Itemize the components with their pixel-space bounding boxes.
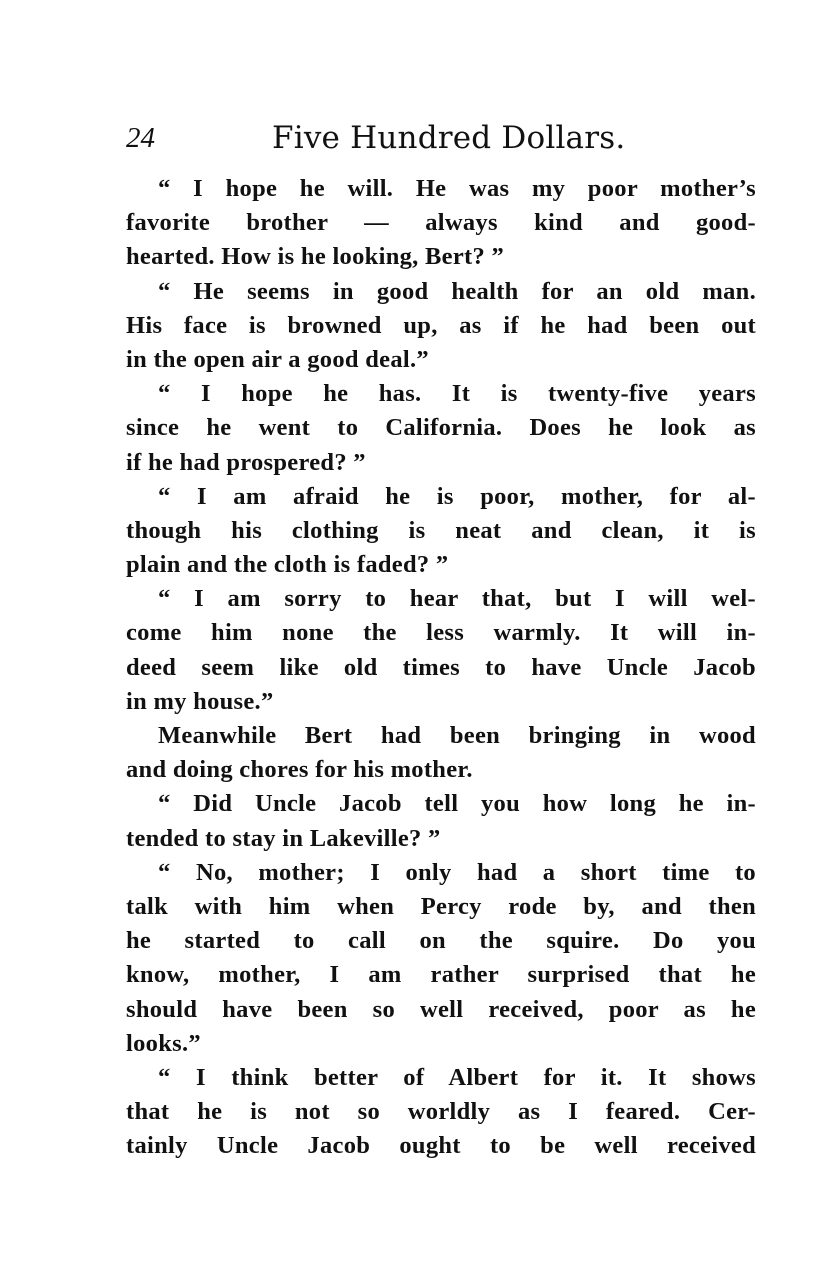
text-line: talk with him when Percy rode by, and then <box>126 892 756 920</box>
text-line: if he had prospered? ” <box>126 448 366 476</box>
text-line: His face is browned up, as if he had been out <box>126 311 756 339</box>
text-line: in the open air a good deal.” <box>126 345 429 373</box>
text-line: “ Did Uncle Jacob tell you how long he in- <box>158 790 756 818</box>
text-line: he started to call on the squire. Do you <box>126 927 756 955</box>
text-line: though his clothing is neat and clean, it is <box>126 516 756 544</box>
text-line: tended to stay in Lakeville? ” <box>126 824 441 852</box>
text-line: hearted. How is he looking, Bert? ” <box>126 243 504 271</box>
text-line: that he is not so worldly as I feared. Cer- <box>126 1098 756 1126</box>
page-number: 24 <box>126 122 155 154</box>
text-line: “ He seems in good health for an old man. <box>158 277 756 305</box>
body-text <box>126 172 756 1163</box>
text-line: tainly Uncle Jacob ought to be well received <box>126 1132 756 1160</box>
text-line: favorite brother — always kind and good- <box>126 209 756 237</box>
text-line: “ I am sorry to hear that, but I will wel- <box>158 585 756 613</box>
text-line: come him none the less warmly. It will in- <box>126 619 756 647</box>
text-line: looks.” <box>126 1029 201 1057</box>
text-line: deed seem like old times to have Uncle Jacob <box>126 653 756 681</box>
text-line: and doing chores for his mother. <box>126 756 473 784</box>
text-line: plain and the cloth is faded? ” <box>126 551 449 579</box>
text-line: “ I hope he has. It is twenty-five years <box>158 380 756 408</box>
text-line: “ I hope he will. He was my poor mother’s <box>158 175 756 202</box>
text-line: Meanwhile Bert had been bringing in wood <box>158 722 756 749</box>
page-header <box>126 116 756 160</box>
text-line: “ I think better of Albert for it. It shows <box>158 1063 756 1091</box>
text-line: since he went to California. Does he look as <box>126 414 756 442</box>
text-line: should have been so well received, poor as he <box>126 995 756 1023</box>
text-line: know, mother, I am rather surprised that he <box>126 961 756 989</box>
text-line: “ I am afraid he is poor, mother, for al- <box>158 482 756 510</box>
text-line: “ No, mother; I only had a short time to <box>158 858 756 886</box>
text-line: in my house.” <box>126 687 274 715</box>
running-head-title: Five Hundred Dollars. <box>272 120 626 156</box>
